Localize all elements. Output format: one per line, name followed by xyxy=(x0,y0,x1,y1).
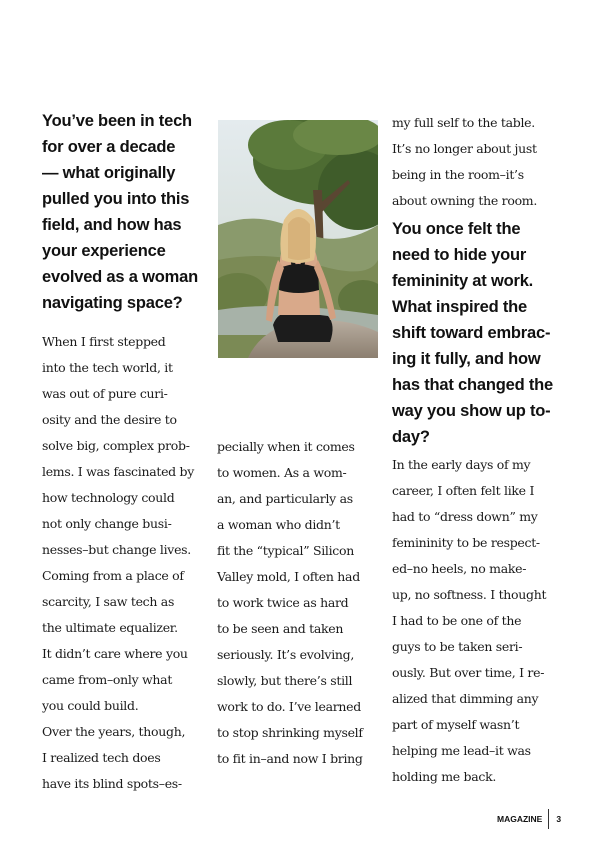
interview-answer-1-end: my full self to the table. It’s no longer about just being in the room–it’s about owning the room. xyxy=(392,115,538,208)
column-2 xyxy=(217,434,382,772)
interview-question-1: You’ve been in tech for over a decade — what originally pulled you into this field, and how has your experience evolved as a woman navigating space? xyxy=(42,112,198,312)
woman-sitting-on-rock-photo xyxy=(218,120,378,358)
interview-question-2: You once felt the need to hide your femininity at work. What inspired the shift toward embrac- ing it fully, and how has that changed the way you show up to- day? xyxy=(392,220,554,446)
page-footer xyxy=(497,808,561,830)
column-3 xyxy=(392,110,562,790)
magazine-label: MAGAZINE xyxy=(497,814,543,824)
interview-answer-2: In the early days of my career, I often felt like I had to “dress down” my femininity to be respect- ed–no heels, no make- up, no softness. I thought I had to be one of the guys to be taken seri- ously. But over time, I re- alized that dimming any part of myself wasn’t helping me lead–it was holding me back. xyxy=(392,457,547,784)
column-1 xyxy=(42,108,212,797)
interview-answer-1-continued: pecially when it comes to women. As a wom- an, and particularly as a woman who didn’t fit the “typical” Silicon Valley mold, I often had to work twice as hard to be seen and taken seriously. It’s evolving, slowly, but there’s still work to do. I’ve learned to stop shrinking myself to fit in–and now I bring xyxy=(217,439,363,766)
footer-divider xyxy=(548,809,549,829)
interview-answer-1: When I first stepped into the tech world, it was out of pure curi- osity and the desire to solve big, complex prob- lems. I was fascinated by how technology could not only change busi- nesses–but change lives. Coming from a place of scarcity, I saw tech as the ultimate equalizer. It didn’t care where you came from–only what you could build. Over the years, though, I realized tech does have its blind spots–es- xyxy=(42,334,195,791)
page-number: 3 xyxy=(556,814,562,824)
